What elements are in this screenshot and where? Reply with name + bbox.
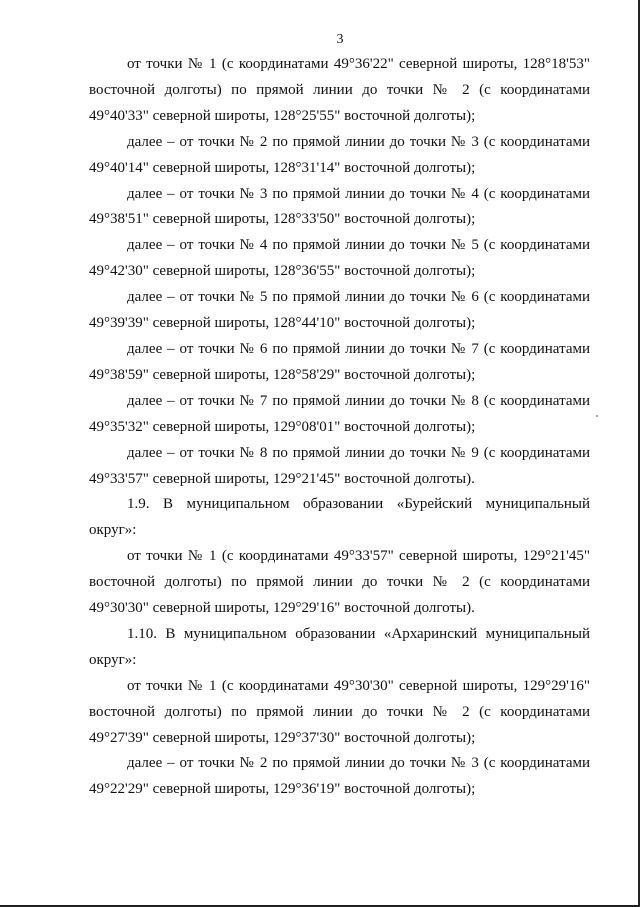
paragraph-arkhara-point-1-to-2: от точки № 1 (с координатами 49°30'30" северной широты, 129°29'16" восточной долготы) по прямой линии до точки № 2 (с координатами 49°27'39" северной широты, 129°37'30" восточной долготы); [89, 677, 590, 746]
paragraph-point-5-to-6: далее – от точки № 5 по прямой линии до точки № 6 (с координатами 49°39'39" северной широты, 128°44'10" восточной долготы); [89, 289, 590, 332]
paragraph-point-7-to-8: далее – от точки № 7 по прямой линии до точки № 8 (с координатами 49°35'32" северной широты, 129°08'01" восточной долготы); [89, 392, 590, 435]
paragraph-bureya-point-1-to-2: от точки № 1 (с координатами 49°33'57" северной широты, 129°21'45" восточной долготы) по прямой линии до точки № 2 (с координатами 49°30'30" северной широты, 129°29'16" восточной долготы). [89, 548, 590, 617]
section-heading-1-10: 1.10. В муниципальном образовании «Архаринский муниципальный округ»: [89, 625, 590, 668]
paragraph-point-1-to-2: от точки № 1 (с координатами 49°36'22" северной широты, 128°18'53" восточной долготы) по прямой линии до точки № 2 (с координатами 49°40'33" северной широты, 128°25'55" восточной долготы); [89, 56, 590, 124]
paragraph-point-6-to-7: далее – от точки № 6 по прямой линии до точки № 7 (с координатами 49°38'59" северной широты, 128°58'29" восточной долготы); [89, 340, 590, 383]
paragraph-point-8-to-9: далее – от точки № 8 по прямой линии до точки № 9 (с координатами 49°33'57" северной широты, 129°21'45" восточной долготы). [89, 444, 590, 487]
section-heading-1-9: 1.9. В муниципальном образовании «Бурейский муниципальный округ»: [89, 496, 590, 539]
scan-speck [596, 415, 598, 417]
paragraph-point-2-to-3: далее – от точки № 2 по прямой линии до точки № 3 (с координатами 49°40'14" северной широты, 128°31'14" восточной долготы); [89, 133, 590, 176]
paragraph-point-3-to-4: далее – от точки № 3 по прямой линии до точки № 4 (с координатами 49°38'51" северной широты, 128°33'50" восточной долготы); [89, 185, 590, 228]
paragraph-point-4-to-5: далее – от точки № 4 по прямой линии до точки № 5 (с координатами 49°42'30" северной широты, 128°36'55" восточной долготы); [89, 237, 590, 280]
paragraph-arkhara-point-2-to-3: далее – от точки № 2 по прямой линии до точки № 3 (с координатами 49°22'29" северной широты, 129°36'19" восточной долготы); [89, 755, 590, 798]
page-number: 3 [336, 32, 344, 47]
document-body [89, 52, 590, 803]
